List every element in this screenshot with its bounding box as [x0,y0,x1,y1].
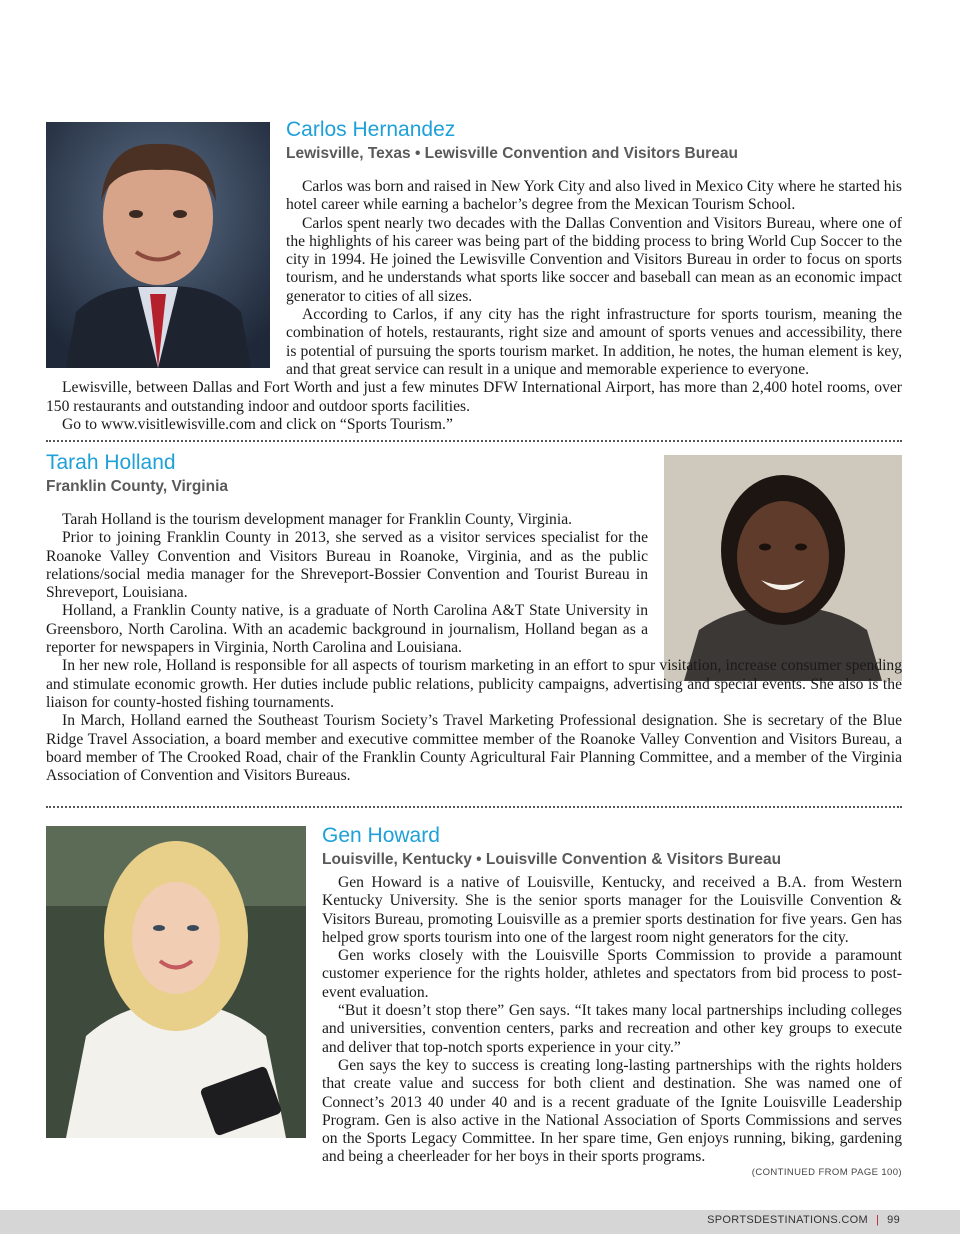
profile-name: Carlos Hernandez [286,118,456,141]
paragraph: Go to www.visitlewisville.com and click on “Sports Tourism.” [62,415,453,433]
paragraph: Carlos was born and raised in New York City and also lived in Mexico City where he started his hotel career while earning a bachelor’s degree from the Mexican Tourism School. [286,178,902,214]
profile-subtitle: Louisville, Kentucky • Louisville Convention & Visitors Bureau [322,851,782,868]
paragraph: Gen says the key to success is creating long-lasting partnerships with the rights holders that create value and success for both client and destination. She was named one of Connect’s 2013 40 under 40 and is a recent graduate of the Ignite Louisville Leadership Program. Gen is also active in the National Association of Sports Commissions and serves on the Sports Legacy Committee. In her spare time, Gen enjoys running, biking, gardening and being a cheerleader for her boys in their sports programs. [322,1056,902,1166]
profile-name: Gen Howard [322,824,440,847]
paragraph: Lewisville, between Dallas and Fort Worth and just a few minutes DFW International Airport, has more than 2,400 hotel rooms, over 150 restaurants and outstanding indoor and outdoor sports facilities. [46,379,902,415]
profile-body [46,511,902,785]
profile-body [46,178,902,434]
paragraph: Gen works closely with the Louisville Sports Commission to provide a paramount customer experience for the rights holder, athletes and spectators from bid process to post-event evaluation. [322,947,902,1001]
profile-tarah [46,451,902,785]
paragraph: Tarah Holland is the tourism development manager for Franklin County, Virginia. [62,511,573,528]
paragraph: According to Carlos, if any city has the right infrastructure for sports tourism, meaning the combination of hotels, restaurants, right size and amount of sports venues and accessibility, there is potential of pursuing the sports tourism market. In addition, he notes, the human element is key, and that great service can result in a unique and memorable experience to everyone. [286,306,902,378]
section-divider [46,806,902,808]
profile-gen [46,824,902,1167]
section-divider [46,440,902,442]
paragraph: Prior to joining Franklin County in 2013, she served as a visitor services specialist for the Roanoke Valley Convention and Visitors Bureau in Roanoke, Virginia, and as the public relations/social media manager for the Shreveport-Bossier Convention and Tourist Bureau in Shreveport, Louisiana. [46,529,648,602]
profile-carlos [46,118,902,434]
profile-subtitle: Franklin County, Virginia [46,478,229,495]
footer [707,1214,900,1226]
footer-site: SPORTSDESTINATIONS.COM [707,1214,868,1226]
page-number: 99 [887,1214,900,1226]
paragraph: Holland, a Franklin County native, is a graduate of North Carolina A&T State University in Greensboro, North Carolina. With an academic background in journalism, Holland began as a reporter for newspapers in Virginia, North Carolina and Louisiana. [46,602,648,657]
profile-name: Tarah Holland [46,451,176,474]
paragraph: Carlos spent nearly two decades with the Dallas Convention and Visitors Bureau, where one of the highlights of his career was being part of the bidding process to bring World Cup Soccer to the city in 1994. He joined the Lewisville Convention and Visitors Bureau in order to focus on sports tourism, and he understands what sports like soccer and baseball can mean as an economic impact generator to cities of all sizes. [286,214,902,305]
profile-subtitle: Lewisville, Texas • Lewisville Convention and Visitors Bureau [286,145,738,162]
continued-note: (CONTINUED FROM PAGE 100) [751,1167,902,1178]
footer-separator: | [875,1214,880,1226]
profile-body [46,874,902,1167]
paragraph: In her new role, Holland is responsible for all aspects of tourism marketing in an effort to spur visitation, increase consumer spending and stimulate economic growth. Her duties include public relations, publicity campaigns, advertising and special events. She also is the liaison for county-hosted fishing tournaments. [46,657,902,711]
paragraph: Gen Howard is a native of Louisville, Kentucky, and received a B.A. from Western Kentucky University. She is the senior sports manager for the Louisville Convention & Visitors Bureau, promoting Louisville as a premier sports destination for five years. Gen has helped grow sports tourism into one of the largest room night generators for the city. [322,874,902,946]
paragraph: “But it doesn’t stop there” Gen says. “It takes many local partnerships including colleges and universities, convention centers, parks and recreation and other key groups to execute and deliver that top-notch sports experience in your city.” [322,1002,902,1056]
paragraph: In March, Holland earned the Southeast Tourism Society’s Travel Marketing Professional designation. She is secretary of the Blue Ridge Travel Association, a board member and executive committee member of the Roanoke Valley Convention and Visitors Bureau, a board member of The Crooked Road, chair of the Franklin County Agricultural Fair Planning Committee, and a member of the Virginia Association of Convention and Visitors Bureaus. [46,712,902,785]
